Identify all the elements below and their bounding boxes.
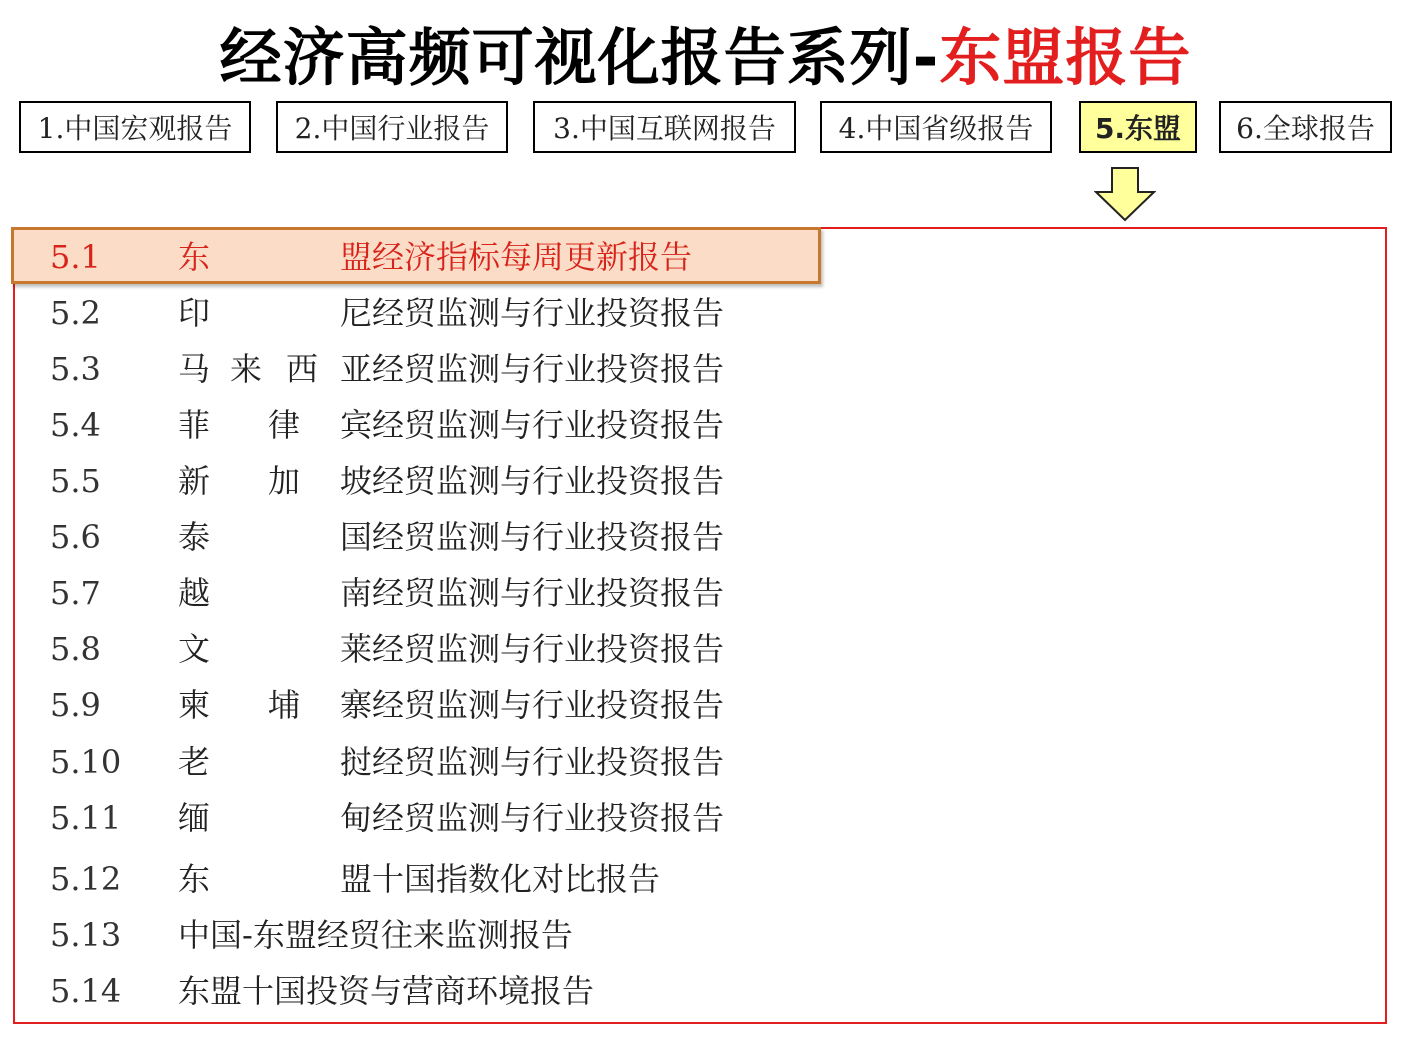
report-number: 5.1 (50, 238, 101, 276)
report-title: 盟十国指数化对比报告 (340, 860, 661, 898)
report-number: 5.10 (50, 743, 122, 781)
report-country-char: 缅 (178, 799, 211, 837)
report-number: 5.12 (50, 860, 122, 898)
report-title: 中国-东盟经贸往来监测报告 (178, 916, 573, 954)
report-number: 5.13 (50, 916, 122, 954)
report-title: 亚经贸监测与行业投资报告 (340, 350, 725, 388)
report-item-asean-weekly[interactable] (0, 232, 900, 282)
report-title: 国经贸监测与行业投资报告 (340, 518, 725, 556)
report-item-singapore[interactable] (0, 456, 900, 506)
report-country-char: 老 (178, 743, 211, 781)
report-country-char: 埔 (268, 686, 301, 724)
tab-asean[interactable]: 5.东盟 (1079, 101, 1197, 153)
report-item-laos[interactable] (0, 737, 900, 787)
report-title: 莱经贸监测与行业投资报告 (340, 630, 725, 668)
report-item-indonesia[interactable] (0, 288, 900, 338)
report-title: 南经贸监测与行业投资报告 (340, 574, 725, 612)
report-number: 5.4 (50, 406, 101, 444)
report-number: 5.3 (50, 350, 101, 388)
report-title: 寨经贸监测与行业投资报告 (340, 686, 725, 724)
report-item-philippines[interactable] (0, 400, 900, 450)
report-country-char: 文 (178, 630, 211, 668)
report-country-char: 马 (178, 350, 211, 388)
report-country-char: 东 (178, 860, 211, 898)
tab-china-industry[interactable]: 2.中国行业报告 (276, 101, 508, 153)
report-country-char: 菲 (178, 406, 211, 444)
report-item-thailand[interactable] (0, 512, 900, 562)
report-country-char: 新 (178, 462, 211, 500)
tab-china-province[interactable]: 4.中国省级报告 (820, 101, 1052, 153)
report-country-char: 律 (268, 406, 301, 444)
report-country-char: 加 (268, 462, 301, 500)
report-number: 5.8 (50, 630, 101, 668)
tab-global[interactable]: 6.全球报告 (1219, 101, 1392, 153)
report-item-vietnam[interactable] (0, 568, 900, 618)
report-item-malaysia[interactable] (0, 344, 900, 394)
report-item-brunei[interactable] (0, 624, 900, 674)
tab-china-macro[interactable]: 1.中国宏观报告 (19, 101, 251, 153)
report-item-china-asean-trade[interactable] (0, 910, 900, 960)
report-country-char: 东 (178, 238, 211, 276)
report-title: 盟经济指标每周更新报告 (340, 238, 693, 276)
report-country-char: 西 (286, 350, 319, 388)
report-item-asean-investment[interactable] (0, 966, 900, 1016)
report-number: 5.5 (50, 462, 101, 500)
report-title: 宾经贸监测与行业投资报告 (340, 406, 725, 444)
page-title (0, 18, 1411, 98)
report-country-char: 越 (178, 574, 211, 612)
title-main: 经济高频可视化报告系列- (219, 21, 940, 94)
report-title: 坡经贸监测与行业投资报告 (340, 462, 725, 500)
report-item-asean-index[interactable] (0, 854, 900, 904)
report-item-myanmar[interactable] (0, 793, 900, 843)
report-country-char: 泰 (178, 518, 211, 556)
report-title: 东盟十国投资与营商环境报告 (178, 972, 595, 1010)
title-accent: 东盟报告 (939, 21, 1192, 94)
report-number: 5.2 (50, 294, 101, 332)
report-number: 5.11 (50, 799, 122, 837)
report-number: 5.14 (50, 972, 122, 1010)
report-number: 5.9 (50, 686, 101, 724)
report-title: 尼经贸监测与行业投资报告 (340, 294, 725, 332)
report-title: 挝经贸监测与行业投资报告 (340, 743, 725, 781)
report-title: 甸经贸监测与行业投资报告 (340, 799, 725, 837)
report-country-char: 来 (230, 350, 263, 388)
report-country-char: 柬 (178, 686, 211, 724)
report-number: 5.7 (50, 574, 101, 612)
down-arrow-icon (1094, 166, 1156, 222)
tab-china-internet[interactable]: 3.中国互联网报告 (533, 101, 796, 153)
report-number: 5.6 (50, 518, 101, 556)
report-country-char: 印 (178, 294, 211, 332)
report-item-cambodia[interactable] (0, 680, 900, 730)
